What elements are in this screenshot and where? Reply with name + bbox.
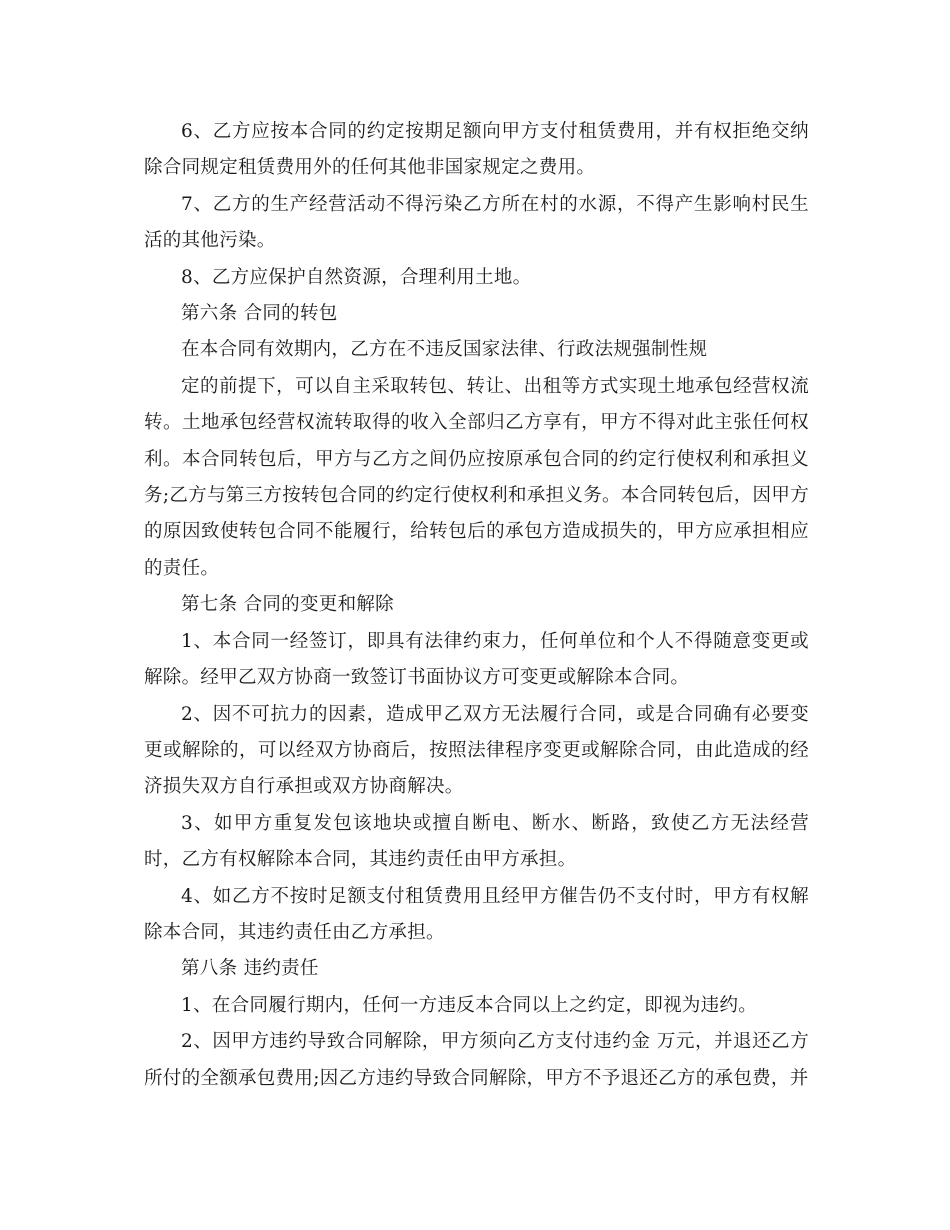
paragraph-change-3: 3、如甲方重复发包该地块或擅自断电、断水、断路，致使乙方无法经营时，乙方有权解除本合同，其违约责任由甲方承担。 — [144, 812, 809, 871]
section-heading-article-7: 第七条 合同的变更和解除 — [181, 594, 394, 616]
paragraph-change-4: 4、如乙方不按时足额支付租赁费用且经甲方催告仍不支付时，甲方有权解除本合同，其违约责任由乙方承担。 — [144, 885, 809, 943]
section-heading-article-8: 第八条 违约责任 — [181, 958, 319, 980]
section-heading-article-6: 第六条 合同的转包 — [181, 303, 338, 325]
paragraph-clause-6: 6、乙方应按本合同的约定按期足额向甲方支付租赁费用，并有权拒绝交纳除合同规定租赁费用外的任何其他非国家规定之费用。 — [144, 121, 809, 179]
paragraph-liability-1: 1、在合同履行期内，任何一方违反本合同以上之约定，即视为违约。 — [181, 994, 758, 1016]
paragraph-change-1: 1、本合同一经签订，即具有法律约束力，任何单位和个人不得随意变更或解除。经甲乙双方协商一致签订书面协议方可变更或解除本合同。 — [144, 630, 809, 689]
paragraph-liability-2: 2、因甲方违约导致合同解除，甲方须向乙方支付违约金 万元，并退还乙方所付的全额承包费用;因乙方违约导致合同解除，甲方不予退还乙方的承包费，并 — [144, 1031, 809, 1089]
paragraph-subcontract-intro: 在本合同有效期内，乙方在不违反国家法律、行政法规强制性规 — [181, 339, 708, 361]
paragraph-subcontract-body: 定的前提下，可以自主采取转包、转让、出租等方式实现土地承包经营权流转。土地承包经营权流转取得的收入全部归乙方享有，甲方不得对此主张任何权利。本合同转包后，甲方与乙方之间仍应按原承包合同的约定行使权利和承担义务;乙方与第三方按转包合同的约定行使权利和承担义务。本合同转包后，因甲方的原因致使转包合同不能履行，给转包后的承包方造成损失的，甲方应承担相应的责任。 — [144, 375, 809, 579]
paragraph-clause-7: 7、乙方的生产经营活动不得污染乙方所在村的水源，不得产生影响村民生活的其他污染。 — [144, 193, 809, 252]
document-body — [144, 114, 809, 1097]
paragraph-clause-8: 8、乙方应保护自然资源，合理利用土地。 — [181, 266, 532, 288]
paragraph-change-2: 2、因不可抗力的因素，造成甲乙双方无法履行合同，或是合同确有必要变更或解除的，可以经双方协商后，按照法律程序变更或解除合同，由此造成的经济损失双方自行承担或双方协商解决。 — [144, 703, 809, 798]
